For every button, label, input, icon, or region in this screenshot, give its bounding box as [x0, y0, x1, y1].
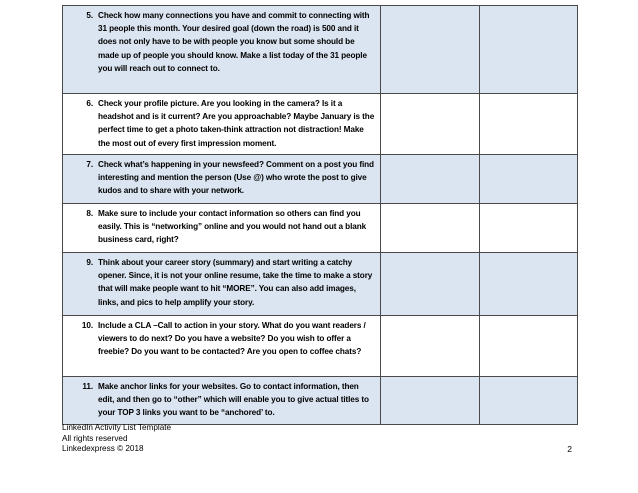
table-row: [63, 94, 578, 155]
notes-cell[interactable]: [480, 155, 578, 204]
notes-cell[interactable]: [480, 6, 578, 94]
task-cell: [63, 6, 381, 94]
footer-copyright: Linkedexpress © 2018: [62, 444, 144, 453]
task-text: Make sure to include your contact information so others can find you easily. This is “networking” online and you would not hand out a blank business card, right?: [98, 209, 367, 245]
task-cell: [63, 253, 381, 316]
task-text: Include a CLA –Call to action in your story. What do you want readers / viewers to do next? Do you have a website? Do you wish to offer a freebie? Do you want to be contacted? Are you open to coffee chats?: [98, 321, 366, 357]
activity-table: [62, 5, 578, 425]
notes-cell[interactable]: [480, 316, 578, 377]
task-cell: [63, 204, 381, 253]
task-number: 5.: [86, 11, 93, 20]
task-number: 8.: [86, 209, 93, 218]
check-cell[interactable]: [381, 155, 480, 204]
task-text: Think about your career story (summary) and start writing a catchy opener. Since, it is not your online resume, take the time to make a story that will make people want to hit “MORE”. You can also add images, links, and pics to help amplify your story.: [98, 258, 373, 307]
task-cell: [63, 316, 381, 377]
task-number: 9.: [86, 258, 93, 267]
check-cell[interactable]: [381, 377, 480, 425]
footer-template-name: LinkedIn Activity List Template: [62, 423, 172, 432]
table-row: [63, 377, 578, 425]
table-row: [63, 155, 578, 204]
table-row: [63, 204, 578, 253]
notes-cell[interactable]: [480, 94, 578, 155]
task-cell: [63, 377, 381, 425]
table-row: [63, 6, 578, 94]
table-row: [63, 253, 578, 316]
task-text: Check what’s happening in your newsfeed? Comment on a post you find interesting and mention the person (Use @) who wrote the post to give kudos and to share with your network.: [98, 160, 374, 196]
task-text: Make anchor links for your websites. Go to contact information, then edit, and then go to “other” which will enable you to give actual titles to your TOP 3 links you want to be “anchored’ to.: [98, 382, 369, 418]
notes-cell[interactable]: [480, 204, 578, 253]
task-text: Check how many connections you have and commit to connecting with 31 people this month. Your desired goal (down the road) is 500 and it does not only have to be with people you know but some should be made up of people you should know. Make a list today of the 31 people you will reach out to connect to.: [98, 11, 370, 73]
task-cell: [63, 94, 381, 155]
task-number: 10.: [81, 321, 93, 330]
task-number: 7.: [86, 160, 93, 169]
task-cell: [63, 155, 381, 204]
task-number: 11.: [82, 382, 93, 391]
page-number: 2: [567, 444, 572, 454]
check-cell[interactable]: [381, 94, 480, 155]
check-cell[interactable]: [381, 253, 480, 316]
task-number: 6.: [86, 99, 93, 108]
check-cell[interactable]: [381, 6, 480, 94]
notes-cell[interactable]: [480, 253, 578, 316]
check-cell[interactable]: [381, 204, 480, 253]
footer-rights: All rights reserved: [62, 433, 128, 443]
table-row: [63, 316, 578, 377]
page-footer: [62, 423, 171, 455]
check-cell[interactable]: [381, 316, 480, 377]
notes-cell[interactable]: [480, 377, 578, 425]
task-text: Check your profile picture. Are you looking in the camera? Is it a headshot and is it current? Are you approachable? Maybe January is the perfect time to get a photo taken-think attraction not distraction! Make the most out of every first impression moment.: [98, 99, 375, 148]
